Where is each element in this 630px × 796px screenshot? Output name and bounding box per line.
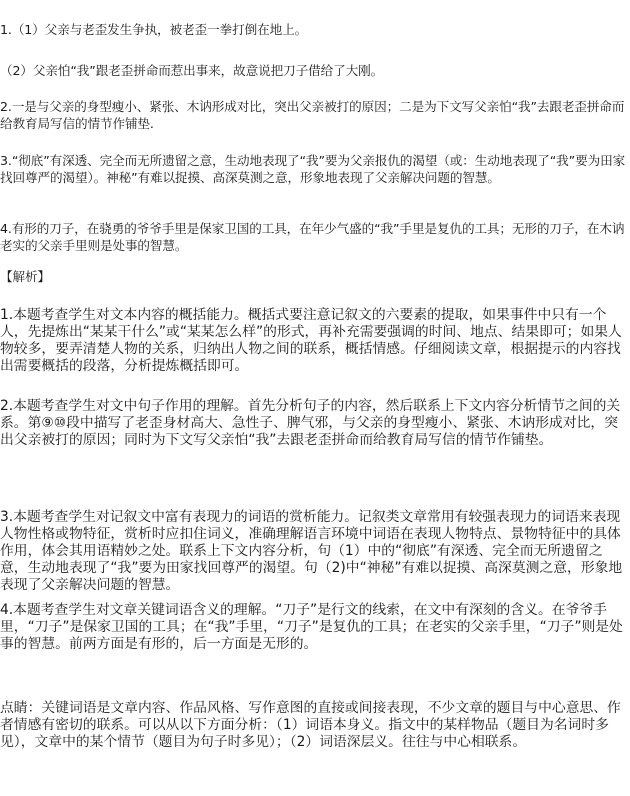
answer-4: 4.有形的刀子，在骁勇的爷爷手里是保家卫国的工具，在年少气盛的“我”手里是复仇的工具；无形的刀子，在木讷老实的父亲手里则是处事的智慧。: [0, 221, 625, 253]
answer-3: 3.“彻底”有深透、完全而无所遗留之意，生动地表现了“我”要为父亲报仇的渴望（或：生动地表现了“我”要为田家找回尊严的渴望）。神秘”有难以捉摸、高深莫测之意，形象地表现了父亲解决问题的智慧。: [0, 153, 626, 185]
answer-1: 1.（1）父亲与老歪发生争执，被老歪一拳打倒在地上。: [0, 22, 308, 37]
key-points-note: 点睛：关键词语是文章内容、作品风格、写作意图的直接或间接表现，不少文章的题目与中心意思、作者情感有密切的联系。可以从以下方面分析：（1）词语本身义。指文中的某样物品（题目为名词时多见），文章中的某个情节（题目为句子时多见）；（2）词语深层义。往往与中心相联系。: [0, 700, 621, 750]
analysis-2: 2.本题考查学生对文中句子作用的理解。首先分析句子的内容，然后联系上下文内容分析情节之间的关系。第⑨⑩段中描写了老歪身材高大、急性子、脾气邪，与父亲的身型瘦小、紧张、木讷形成对比，突出父亲被打的原因；同时为下文写父亲怕“我”去跟老歪拼命而给教育局写信的情节作铺垫。: [0, 398, 621, 448]
analysis-4: 4.本题考查学生对文章关键词语含义的理解。“刀子”是行文的线索，在文中有深刻的含义。在爷爷手里，“刀子”是保家卫国的工具；在“我”手里，“刀子”是复仇的工具；在老实的父亲手里，“刀子”则是处事的智慧。前两方面是有形的，后一方面是无形的。: [0, 602, 623, 652]
analysis-3: 3.本题考查学生对记叙文中富有表现力的词语的赏析能力。记叙类文章常用有较强表现力的词语来表现人物性格或物特征，赏析时应扣住词义，准确理解语言环境中词语在表现人物特点、景物特征中的具体作用，体会其用语精妙之处。联系上下文内容分析，句（1）中的“彻底”有深透、完全而无所遗留之意，生动地表现了“我”要为田家找回尊严的渴望。句（2)中“神秘”有难以捉摸、高深莫测之意，形象地表现了父亲解决问题的智慧。: [0, 509, 623, 593]
answer-1-part-2: （2）父亲怕“我”跟老歪拼命而惹出事来，故意说把刀子借给了大刚。: [0, 63, 384, 78]
answer-2: 2.一是与父亲的身型瘦小、紧张、木讷形成对比，突出父亲被打的原因；二是为下文写父亲怕“我”去跟老歪拼命而给教育局写信的情节作铺垫.: [0, 99, 625, 131]
analysis-heading: 【解析】: [0, 269, 50, 284]
analysis-1: 1.本题考查学生对文本内容的概括能力。概括式要注意记叙文的六要素的提取，如果事件中只有一个人，先提炼出“某某干什么”或“某某怎么样”的形式，再补充需要强调的时间、地点、结果即可；如果人物较多，要弄清楚人物的关系，归纳出人物之间的联系，概括情感。仔细阅读文章，根据提示的内容找出需要概括的段落，分析提炼概括即可。: [0, 307, 622, 374]
